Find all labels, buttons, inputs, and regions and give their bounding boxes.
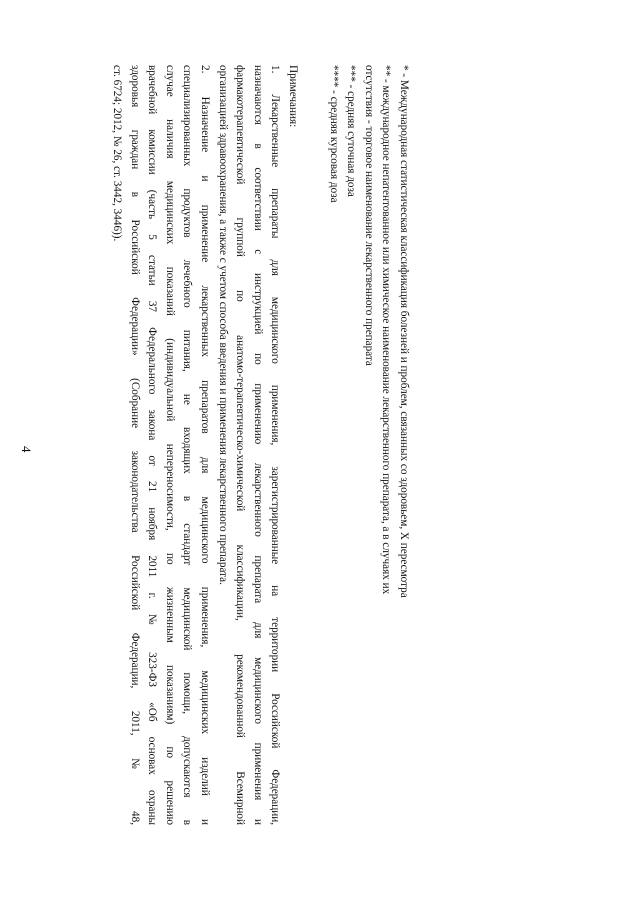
notes-line: здоровья граждан в Российской Федерации» (Собрание законодательства Российской Федерации, 2011, № 48, [128, 65, 141, 825]
notes-line: случае наличия медицинских показаний (индивидуальной непереносимости, по жизненным показаниям) по решению [163, 65, 176, 825]
page-number: 4 [19, 446, 34, 453]
notes-block [108, 65, 302, 825]
notes-line: назначаются в соответствии с инструкцией по применению лекарственного препарата для медицинского применения и [251, 65, 264, 825]
footnotes-block [324, 65, 412, 825]
notes-heading: Примечания: [287, 65, 300, 128]
notes-line: организацией здравоохранения, а также с учетом способа введения и применения лекарственного препарата. [216, 65, 229, 585]
footnote-line: **** - средняя курсовая доза [327, 65, 340, 203]
document-body [82, 65, 412, 825]
notes-line: фармакотерапевтической группой по анатомо-терапевтическо-химической классификации, рекомендованной Всемирной [234, 65, 247, 825]
footnote-line: ** - международное непатентованное или химическое наименование лекарственного препарата, а в случаях их [380, 65, 393, 595]
footnote-line: *** - средняя суточная доза [345, 65, 358, 197]
notes-line: врачебной комиссии (часть 5 статьи 37 Федерального закона от 21 ноября 2011 г. № 323-ФЗ «Об основах охраны [146, 65, 159, 825]
notes-line: 1. Лекарственные препараты для медицинского применения, зарегистрированные на территории Российской Федерации, [269, 65, 282, 825]
notes-line: ст. 6724; 2012, № 26, ст. 3442, 3446)). [111, 65, 124, 242]
notes-line: 2. Назначение и применение лекарственных препаратов для медицинского применения, медицинских изделий и [199, 65, 212, 825]
notes-line: специализированных продуктов лечебного питания, не входящих в стандарт медицинской помощи, допускаются в [181, 65, 194, 825]
footnote-line: * - Международная статистическая классификация болезней и проблем, связанных со здоровьем, X пересмотра [398, 65, 410, 598]
footnote-line: отсутствия - торговое наименование лекарственного препарата [362, 65, 375, 366]
